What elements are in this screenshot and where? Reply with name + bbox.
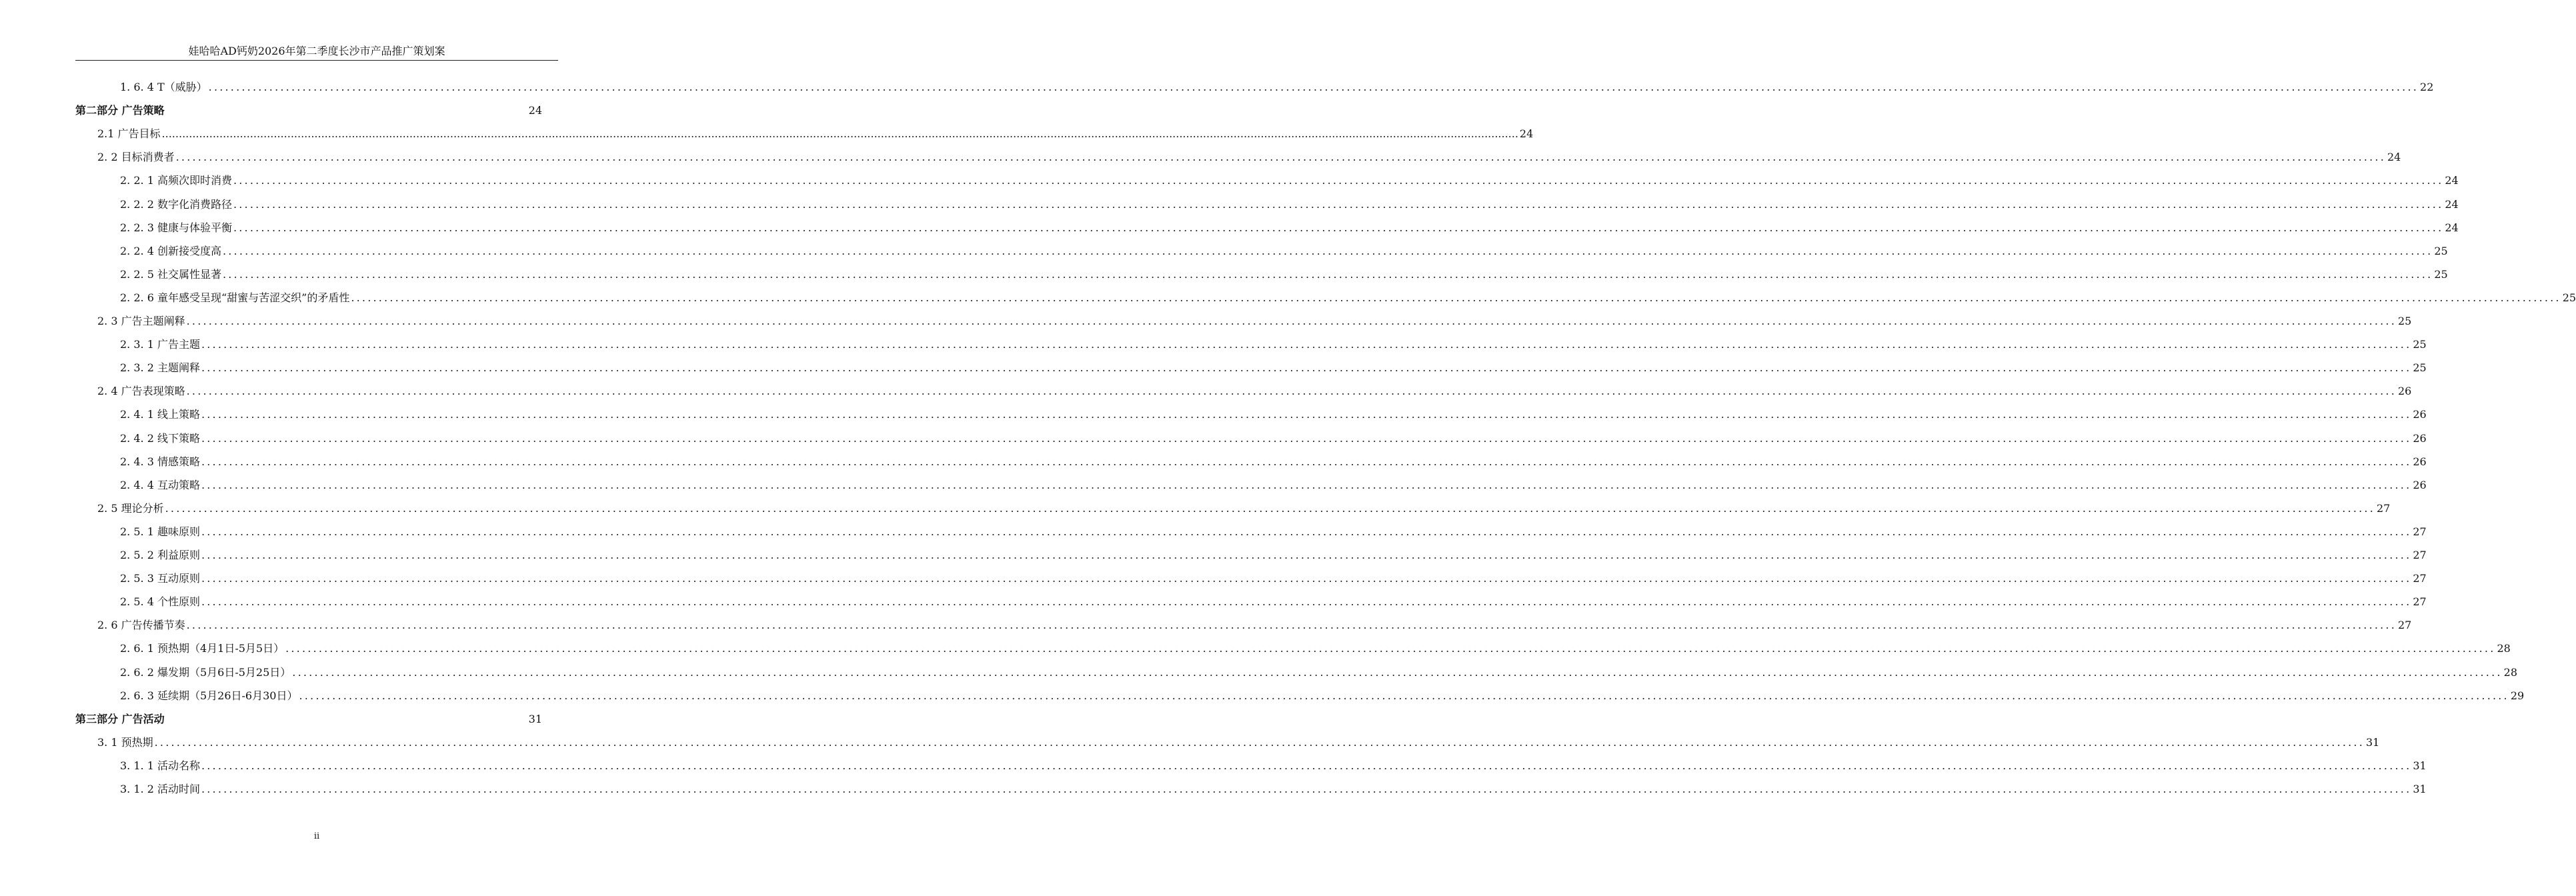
toc-entry-label: 第三部分 广告活动 [75, 712, 165, 725]
toc-leader-dots: ................................................................................................................................................................................................................................................................................................................................................................................................................ [201, 783, 2412, 795]
toc-part-heading [75, 712, 542, 727]
toc-entry-page: 26 [2413, 408, 2427, 421]
toc-entry-label: 2. 2. 1 高频次即时消费 [120, 174, 232, 187]
toc-entry [97, 501, 2391, 516]
toc-leader-dots: ................................................................................................................................................................................................................................................................................................................................................................................................................ [351, 291, 2561, 304]
toc-entry-page: 31 [528, 712, 542, 725]
toc-part-heading [75, 103, 542, 118]
toc-entry-page: 27 [2413, 595, 2427, 609]
toc-entry-label: 2. 2. 4 创新接受度高 [120, 244, 221, 257]
toc-entry [120, 759, 2427, 773]
toc-entry-label: 2. 2 目标消费者 [97, 151, 175, 164]
toc-leader-dots: ................................................................................................................................................................................................................................................................................................................................................................................................................ [201, 338, 2412, 351]
toc-leader-dots: ................................................................................................................................................................................................................................................................................................................................................................................................................ [186, 315, 2397, 327]
toc-leader-dots: ................................................................................................................................................................................................................................................................................................................................................................................................................ [292, 665, 2503, 679]
toc-entry [120, 548, 2427, 563]
toc-entry-page: 24 [1519, 127, 1534, 141]
toc-leader-dots: ................................................................................................................................................................................................................................................................................................................................................................................................................ [201, 525, 2412, 538]
toc-entry [97, 735, 2380, 750]
toc-leader-dots: ................................................................................................................................................................................................................................................................................................................................................................................................................ [201, 361, 2412, 375]
toc-entry-label: 3. 1. 2 活动时间 [120, 783, 200, 795]
toc-entry [120, 291, 2576, 305]
toc-entry-page: 27 [2398, 619, 2412, 632]
toc-entry [120, 525, 2427, 539]
toc-leader-dots: ................................................................................................................................................................................................................................................................................................................................................................................................................ [201, 455, 2412, 468]
toc-leader-dots: ................................................................................................................................................................................................................................................................................................................................................................................................................ [233, 197, 2444, 211]
toc-entry-page: 24 [528, 104, 542, 117]
toc-entry-label: 2. 5. 3 互动原则 [120, 572, 200, 585]
toc-entry-page: 31 [2366, 735, 2380, 749]
toc-leader-dots: ................................................................................................................................................................................................................................................................................................................................................................................................................ [201, 478, 2412, 491]
toc-entry-page: 24 [2445, 197, 2459, 211]
toc-entry [120, 337, 2427, 352]
toc-leader-dots: ................................................................................................................................................................................................................................................................................................................................................................................................................ [201, 549, 2412, 561]
toc-entry-label: 2. 4 广告表现策略 [97, 385, 185, 398]
toc-entry [120, 455, 2427, 469]
toc-entry-page: 25 [2562, 291, 2576, 304]
toc-entry-page: 25 [2434, 244, 2448, 257]
toc-entry-label: 2. 2. 3 健康与体验平衡 [120, 221, 232, 234]
toc-entry-page: 25 [2434, 267, 2448, 281]
toc-entry [120, 267, 2448, 282]
toc-entry-label: 2. 5. 1 趣味原则 [120, 525, 200, 538]
toc-entry-label: 2. 2. 5 社交属性显著 [120, 267, 221, 281]
toc-entry-label: 2. 4. 3 情感策略 [120, 455, 200, 468]
toc-entry-label: 2. 2. 2 数字化消费路径 [120, 197, 232, 211]
toc-entry-label: 2. 6. 1 预热期（4月1日-5月5日） [120, 642, 285, 655]
toc-entry [120, 665, 2518, 680]
toc-entry-page: 24 [2445, 174, 2459, 187]
toc-entry-page: 28 [2503, 665, 2518, 679]
toc-entry [120, 80, 2434, 95]
header-rule [75, 60, 558, 61]
toc-entry [120, 244, 2448, 259]
toc-leader-dots: ................................................................................................................................................................................................................................................................................................................................................................................................................ [201, 408, 2412, 421]
toc-entry-page: 27 [2413, 525, 2427, 538]
toc-leader-dots: ................................................................................................................................................................................................................................................................................................................................................................................................................ [285, 642, 2496, 655]
toc-leader-dots: ................................................................................................................................................................................................................................................................................................................................................................................................................ [186, 385, 2397, 398]
toc-entry [120, 197, 2459, 212]
toc-leader-dots: ................................................................................................................................................................................................................................................................................................................................................................................................................ [175, 151, 2386, 164]
toc-leader-dots: ................................................................................................................................................................................................................................................................................................................................................................................................................ [201, 572, 2412, 585]
toc-entry [97, 384, 2412, 399]
toc-entry [120, 431, 2427, 446]
toc-entry [120, 221, 2459, 235]
toc-entry-page: 29 [2510, 689, 2525, 702]
toc-entry-label: 1. 6. 4 T（威胁） [120, 81, 207, 93]
toc-entry-page: 27 [2413, 549, 2427, 561]
toc-leader-dots: ................................................................................................................................................................................................................................................................................................................................................................................................................ [201, 431, 2412, 445]
toc-entry-page: 27 [2413, 572, 2427, 585]
toc-entry-page: 24 [2387, 151, 2401, 164]
toc-entry-label: 2. 5. 4 个性原则 [120, 595, 200, 609]
toc-entry-page: 25 [2413, 361, 2427, 375]
toc-entry-page: 26 [2398, 385, 2412, 398]
toc-leader-dots: ................................................................................................................................................................................................................................................................................................................................................................................................................ [208, 81, 2419, 93]
toc-entry-page: 26 [2413, 431, 2427, 445]
toc-entry-label: 2. 6. 3 延续期（5月26日-6月30日） [120, 689, 298, 702]
toc-entry-label: 2. 6 广告传播节奏 [97, 619, 185, 632]
toc-entry-label: 2. 4. 1 线上策略 [120, 408, 200, 421]
toc-entry [120, 782, 2427, 797]
toc-leader-dots: ................................................................................................................................................................................................................................................................................................................................................................................................................ [233, 221, 2444, 234]
toc-leader-dots: ................................................................................................................................................................................................................................................................................................................................................................................................................ [165, 501, 2375, 515]
toc-entry-page: 24 [2445, 221, 2459, 234]
toc-leader-dots: ................................................................................................................................................................................................................................................................................................................................................................................................................ [222, 244, 2433, 257]
toc-entry [120, 641, 2511, 656]
toc-entry-label: 2.1 广告目标 [97, 127, 161, 141]
toc-entry-label: 2. 5. 2 利益原则 [120, 549, 200, 561]
toc-entry [120, 689, 2525, 703]
toc-entry-label: 2. 5 理论分析 [97, 501, 164, 515]
toc-entry-label: 2. 2. 6 童年感受呈现“甜蜜与苦涩交织”的矛盾性 [120, 291, 350, 304]
toc-entry-page: 22 [2420, 81, 2434, 93]
toc-entry-label: 3. 1 预热期 [97, 735, 153, 749]
toc-entry-page: 25 [2413, 338, 2427, 351]
toc-leader-dots: ................................................................................................................................................................................................................................................................................................................................................................................................................ [233, 174, 2444, 187]
toc-leader-dots: ................................................................................................................................................................................................................................................................................................................................................................................................................ [201, 759, 2412, 772]
toc-entry-label: 3. 1. 1 活动名称 [120, 759, 200, 772]
toc-entry-label: 2. 3. 1 广告主题 [120, 338, 200, 351]
toc-entry [97, 150, 2401, 165]
running-header: 娃哈哈AD钙奶2026年第二季度长沙市产品推广策划案 [188, 45, 445, 57]
toc-entry-label: 2. 4. 2 线下策略 [120, 431, 200, 445]
toc-leader-dots: ................................................................................................................................................................................................................................................................................................................................................................................................................ [201, 595, 2412, 609]
toc-entry-label: 2. 3. 2 主题阐释 [120, 361, 200, 375]
toc-entry [97, 127, 1534, 141]
toc-entry-page: 28 [2497, 642, 2511, 655]
toc-entry [97, 618, 2412, 633]
toc-entry-page: 27 [2377, 501, 2391, 515]
toc-entry [120, 595, 2427, 609]
toc-leader-dots: ................................................................................................................................................................................................................................................................................................................................................................................................................ [186, 619, 2397, 632]
page-number: ii [313, 831, 320, 841]
toc-leader-dots: ................................................................................................................................................................................................................................................................................................................................................................................................................ [299, 689, 2509, 702]
toc-entry [120, 478, 2427, 493]
toc-entry-label: 第二部分 广告策略 [75, 104, 165, 117]
toc-entry [97, 314, 2412, 329]
toc-entry-page: 25 [2398, 315, 2412, 327]
toc-entry [120, 571, 2427, 586]
toc-entry [120, 407, 2427, 422]
toc-entry-label: 2. 3 广告主题阐释 [97, 315, 185, 327]
toc-entry-page: 26 [2413, 455, 2427, 468]
toc-entry-label: 2. 6. 2 爆发期（5月6日-5月25日） [120, 665, 291, 679]
toc-leader-dots: ................................................................................................................................................................................................................................................................................................................................................................................................................ [222, 267, 2433, 281]
toc-leader-dots: ................................................................................................................................................................................................................................................................................................................................................................................................................ [161, 127, 1518, 141]
toc-entry-page: 31 [2413, 783, 2427, 795]
toc-entry [120, 361, 2427, 375]
toc-leader-dots: ................................................................................................................................................................................................................................................................................................................................................................................................................ [154, 735, 2365, 749]
toc-entry [120, 173, 2459, 188]
toc-entry-page: 26 [2413, 478, 2427, 491]
toc-entry-page: 31 [2413, 759, 2427, 772]
toc-entry-label: 2. 4. 4 互动策略 [120, 478, 200, 491]
